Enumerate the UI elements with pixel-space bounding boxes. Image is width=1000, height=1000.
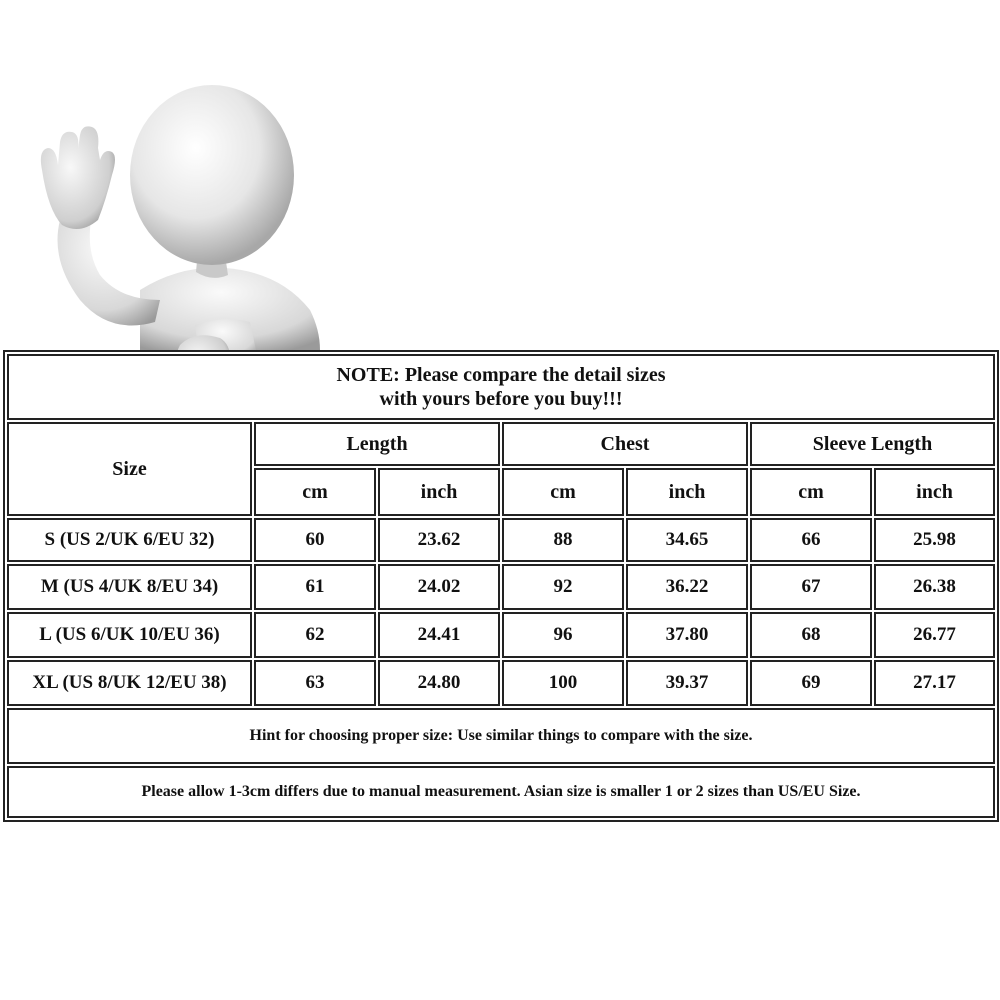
waving-figure-illustration xyxy=(20,60,350,390)
disclaimer-text: Please allow 1-3cm differs due to manual measurement. Asian size is smaller 1 or 2 sizes than US/EU Size. xyxy=(7,766,995,818)
row-chest-cm: 88 xyxy=(502,518,624,562)
row-chest-cm: 100 xyxy=(502,660,624,706)
row-sleeve-cm: 66 xyxy=(750,518,872,562)
row-length-cm: 60 xyxy=(254,518,376,562)
row-sleeve-inch: 25.98 xyxy=(874,518,995,562)
note-cell xyxy=(7,354,995,420)
header-sleeve-length: Sleeve Length xyxy=(750,422,995,466)
row-chest-inch: 37.80 xyxy=(626,612,748,658)
row-sleeve-inch: 26.38 xyxy=(874,564,995,610)
row-size-label: S (US 2/UK 6/EU 32) xyxy=(7,518,252,562)
row-size-label: XL (US 8/UK 12/EU 38) xyxy=(7,660,252,706)
row-length-cm: 62 xyxy=(254,612,376,658)
row-chest-inch: 39.37 xyxy=(626,660,748,706)
row-chest-cm: 92 xyxy=(502,564,624,610)
row-size-label: M (US 4/UK 8/EU 34) xyxy=(7,564,252,610)
row-sleeve-cm: 69 xyxy=(750,660,872,706)
row-sleeve-inch: 26.77 xyxy=(874,612,995,658)
row-sleeve-cm: 67 xyxy=(750,564,872,610)
header-size: Size xyxy=(7,422,252,516)
header-chest-inch: inch xyxy=(626,468,748,516)
note-line-1: NOTE: Please compare the detail sizes xyxy=(336,364,666,386)
header-chest-cm: cm xyxy=(502,468,624,516)
size-chart xyxy=(3,350,999,822)
row-chest-inch: 34.65 xyxy=(626,518,748,562)
header-chest: Chest xyxy=(502,422,748,466)
row-chest-inch: 36.22 xyxy=(626,564,748,610)
row-length-inch: 24.41 xyxy=(378,612,500,658)
header-length: Length xyxy=(254,422,500,466)
header-length-inch: inch xyxy=(378,468,500,516)
row-length-inch: 24.80 xyxy=(378,660,500,706)
note-line-2: with yours before you buy!!! xyxy=(379,388,623,410)
row-length-cm: 63 xyxy=(254,660,376,706)
row-size-label: L (US 6/UK 10/EU 36) xyxy=(7,612,252,658)
header-sleeve-cm: cm xyxy=(750,468,872,516)
row-length-cm: 61 xyxy=(254,564,376,610)
row-sleeve-inch: 27.17 xyxy=(874,660,995,706)
row-length-inch: 23.62 xyxy=(378,518,500,562)
header-sleeve-inch: inch xyxy=(874,468,995,516)
header-length-cm: cm xyxy=(254,468,376,516)
row-sleeve-cm: 68 xyxy=(750,612,872,658)
row-chest-cm: 96 xyxy=(502,612,624,658)
hint-text: Hint for choosing proper size: Use similar things to compare with the size. xyxy=(7,708,995,764)
row-length-inch: 24.02 xyxy=(378,564,500,610)
